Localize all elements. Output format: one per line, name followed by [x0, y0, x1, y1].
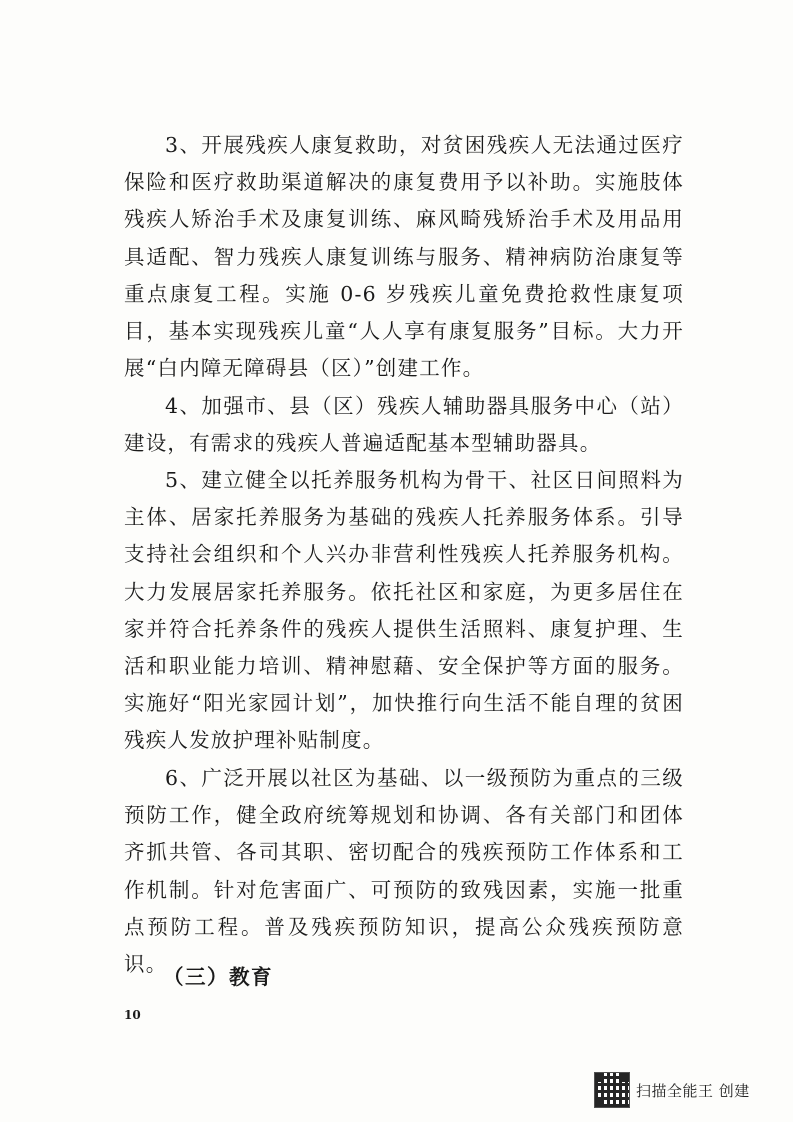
scanner-watermark [594, 1072, 750, 1108]
paragraph-item-6: 6、广泛开展以社区为基础、以一级预防为重点的三级预防工作，健全政府统筹规划和协调、各有关部门和团体齐抓共管、各司其职、密切配合的残疾预防工作体系和工作机制。针对危害面广、可预防的致残因素，实施一批重点预防工程。普及残疾预防知识，提高公众残疾预防意识。 [124, 766, 684, 977]
qr-code-icon [594, 1072, 630, 1108]
paragraph-item-3: 3、开展残疾人康复救助，对贫困残疾人无法通过医疗保险和医疗救助渠道解决的康复费用予以补助。实施肢体残疾人矫治手术及康复训练、麻风畸残矫治手术及用品用具适配、智力残疾人康复训练与服务、精神病防治康复等重点康复工程。实施 0-6 岁残疾儿童免费抢救性康复项目，基本实现残疾儿童“人人享有康复服务”目标。大力开展“白内障无障碍县（区）”创建工作。 [124, 133, 684, 381]
paragraph-item-4: 4、加强市、县（区）残疾人辅助器具服务中心（站）建设，有需求的残疾人普遍适配基本型辅助器具。 [124, 394, 684, 456]
page-number: 10 [124, 1008, 141, 1022]
watermark-text: 扫描全能王 创建 [636, 1081, 750, 1100]
section-heading-education: （三）教育 [163, 965, 273, 989]
paragraph-item-5: 5、建立健全以托养服务机构为骨干、社区日间照料为主体、居家托养服务为基础的残疾人托养服务体系。引导支持社会组织和个人兴办非营利性残疾人托养服务机构。大力发展居家托养服务。依托社区和家庭，为更多居住在家并符合托养条件的残疾人提供生活照料、康复护理、生活和职业能力培训、精神慰藉、安全保护等方面的服务。实施好“阳光家园计划”，加快推行向生活不能自理的贫困残疾人发放护理补贴制度。 [124, 468, 684, 753]
